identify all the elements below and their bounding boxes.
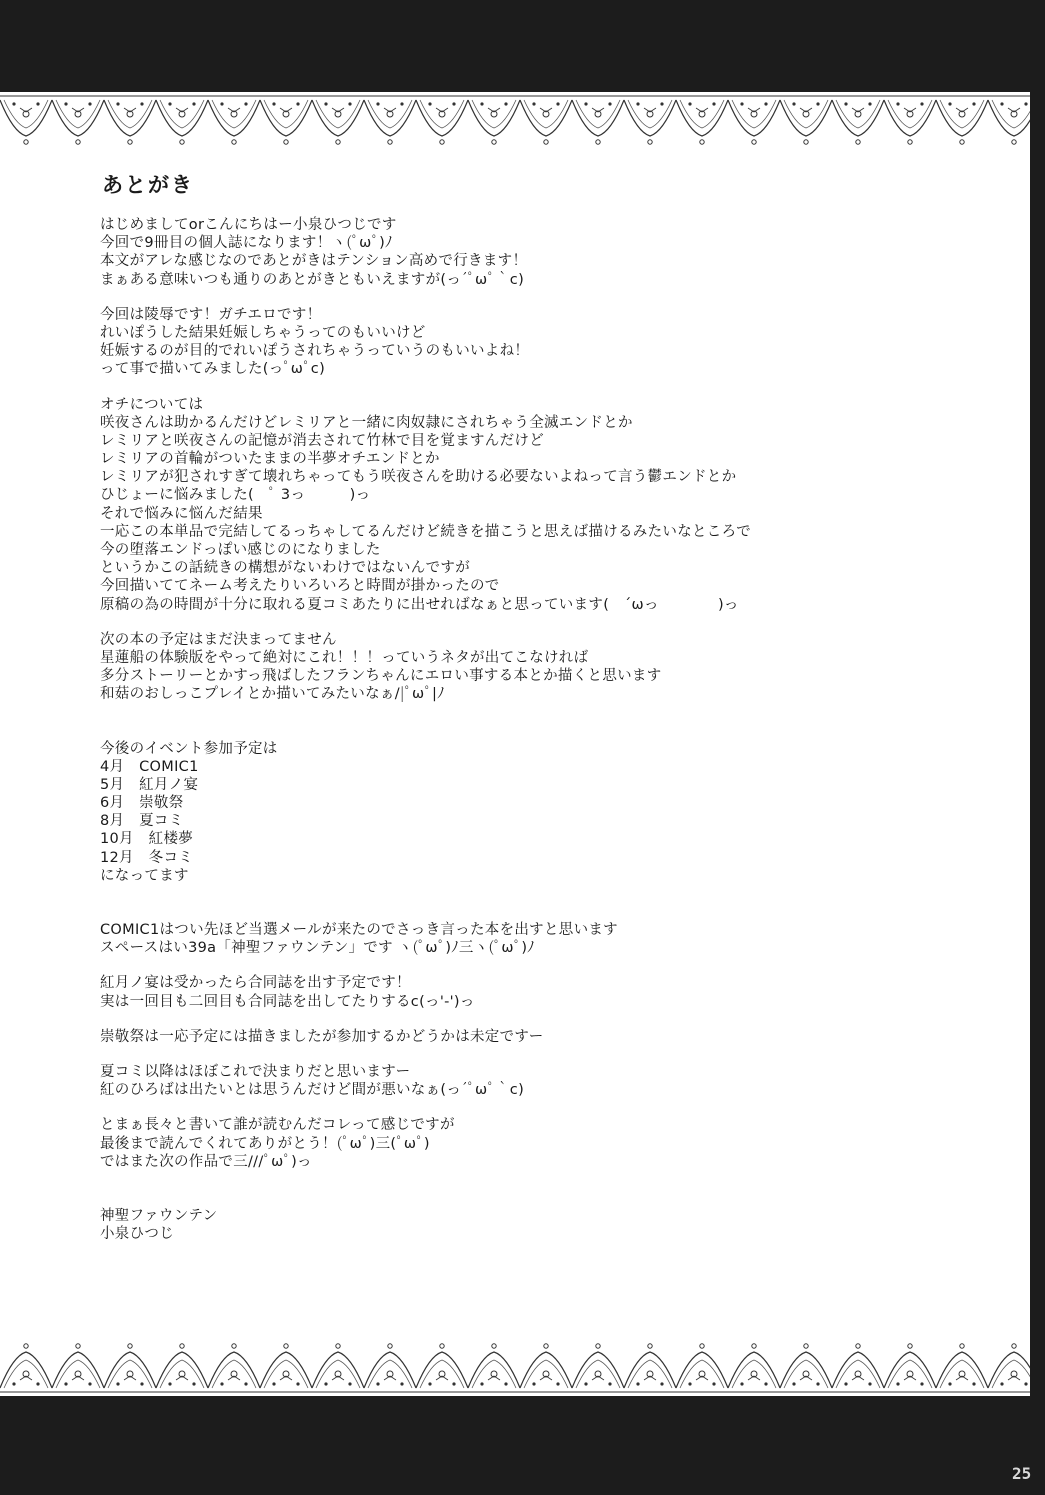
suukeisai-paragraph xyxy=(100,1028,1000,1046)
text-line: 紅のひろばは出たいとは思うんだけど間が悪いなぁ(っ´ﾟωﾟ｀c) xyxy=(100,1082,525,1099)
theme-paragraph xyxy=(100,306,1000,379)
signature xyxy=(100,1207,1000,1243)
text-line: 多分ストーリーとかすっ飛ばしたフランちゃんにエロい事する本とか描くと思います xyxy=(100,668,662,685)
text-line: 原稿の為の時間が十分に取れる夏コミあたりに出せればなぁと思っています( ´ωっ )っ xyxy=(100,596,739,613)
text-line: とまぁ長々と書いて誰が読むんだコレって感じですが xyxy=(100,1117,455,1134)
lace-border-top xyxy=(0,90,1030,152)
event-schedule xyxy=(100,740,1000,886)
text-line: って事で描いてみました(っﾟωﾟc) xyxy=(100,361,326,378)
text-line: 紅月ノ宴は受かったら合同誌を出す予定です！ xyxy=(100,975,411,992)
text-line: COMIC1はつい先ほど当選メールが来たのでさっき言った本を出すと思います xyxy=(100,922,618,938)
page-number: 25 xyxy=(1012,1464,1032,1483)
event-item: 4月 COMIC1 xyxy=(100,758,199,775)
afterword-title: あとがき xyxy=(102,173,194,197)
right-dark-band xyxy=(1030,0,1045,1495)
text-line: はじめましてorこんにちはー小泉ひつじです xyxy=(100,217,397,233)
text-line: 今回で9冊目の個人誌になります！ヽ(ﾟωﾟ)ﾉ xyxy=(100,235,393,252)
text-line: 今回は陵辱です！ガチエロです！ xyxy=(100,306,322,323)
text-line: 星蓮船の体験版をやって絶対にこれ！！！っていうネタが出てこなければ xyxy=(100,649,589,666)
event-item: 10月 紅楼夢 xyxy=(100,831,194,848)
text-line: レミリアの首輪がついたままの半夢オチエンドとか xyxy=(100,451,440,468)
bottom-dark-band xyxy=(0,1396,1045,1495)
ending-paragraph xyxy=(100,396,1000,614)
intro-paragraph xyxy=(100,216,1000,289)
top-dark-band xyxy=(0,0,1045,92)
afterword-body xyxy=(100,172,1000,1302)
text-line: それで悩みに悩んだ結果 xyxy=(100,505,263,522)
text-line: れいぽうした結果妊娠しちゃうってのもいいけど xyxy=(100,324,426,341)
text-line: 実は一回目も二回目も合同誌を出してたりするc(っ'-')っ xyxy=(100,993,475,1010)
event-item: 12月 冬コミ xyxy=(100,849,194,866)
text-line: 今の堕落エンドっぽい感じのになりました xyxy=(100,542,381,558)
text-line: ではまた次の作品で三///ﾟωﾟ)っ xyxy=(100,1153,312,1170)
closing-paragraph xyxy=(100,1116,1000,1171)
text-line: レミリアが犯されすぎて壊れちゃってもう咲夜さんを助ける必要ないよねって言う鬱エンドとか xyxy=(100,469,737,486)
text-line: になってます xyxy=(100,867,189,884)
text-line: 一応この本単品で完結してるっちゃしてるんだけど続きを描こうと思えば描けるみたいなところで xyxy=(100,523,752,540)
text-line: まぁある意味いつも通りのあとがきともいえますが(っ´ﾟωﾟ｀c) xyxy=(100,271,525,288)
text-line: オチについては xyxy=(100,396,204,413)
comic1-paragraph xyxy=(100,921,1000,957)
next-book-paragraph xyxy=(100,631,1000,704)
text-line: レミリアと咲夜さんの記憶が消去されて竹林で目を覚ますんだけど xyxy=(100,432,544,449)
text-line: スペースはい39a「神聖ファウンテン」です ヽ(ﾟωﾟ)ﾉ三ヽ(ﾟωﾟ)ﾉ xyxy=(100,940,535,957)
summer-paragraph xyxy=(100,1063,1000,1099)
lace-border-bottom xyxy=(0,1336,1030,1398)
text-line: 次の本の予定はまだ決まってません xyxy=(100,631,337,648)
text-line: ひじょーに悩みました( ﾟ 3っ )っ xyxy=(100,487,371,504)
author-name: 小泉ひつじ xyxy=(100,1226,174,1243)
text-line: 崇敬祭は一応予定には描きましたが参加するかどうかは未定ですー xyxy=(100,1028,544,1045)
text-line: 今後のイベント参加予定は xyxy=(100,740,278,757)
event-item: 6月 崇敬祭 xyxy=(100,795,184,812)
text-line: 本文がアレな感じなのであとがきはテンション高めで行きます！ xyxy=(100,253,528,270)
kougetsu-paragraph xyxy=(100,974,1000,1010)
text-line: 最後まで読んでくれてありがとう！(ﾟωﾟ)三(ﾟωﾟ) xyxy=(100,1135,430,1152)
text-line: 今回描いててネーム考えたりいろいろと時間が掛かったので xyxy=(100,578,500,595)
text-line: というかこの話続きの構想がないわけではないんですが xyxy=(100,560,470,577)
text-line: 妊娠するのが目的でれいぽうされちゃうっていうのもいいよね！ xyxy=(100,343,530,360)
circle-name: 神聖ファウンテン xyxy=(100,1207,218,1224)
event-item: 5月 紅月ノ宴 xyxy=(100,776,199,793)
event-item: 8月 夏コミ xyxy=(100,813,184,830)
text-line: 和菇のおしっこプレイとか描いてみたいなぁ/|ﾟωﾟ|ﾉ xyxy=(100,686,445,703)
text-line: 夏コミ以降はほぼこれで決まりだと思いますー xyxy=(100,1063,411,1080)
text-line: 咲夜さんは助かるんだけどレミリアと一緒に肉奴隷にされちゃう全滅エンドとか xyxy=(100,414,633,431)
